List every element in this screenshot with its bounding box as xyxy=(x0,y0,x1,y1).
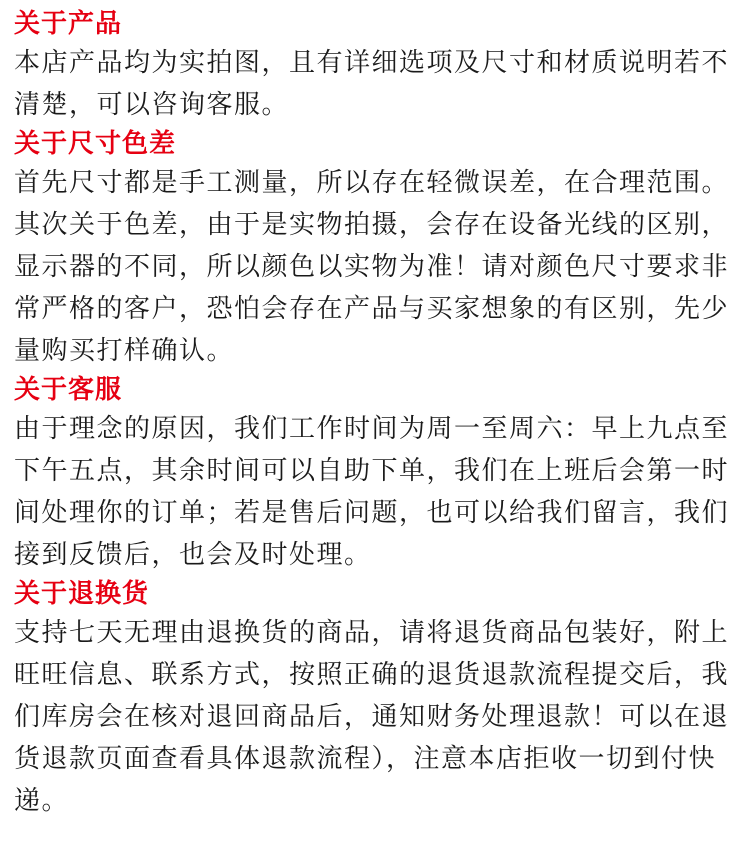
section-returns-exchanges xyxy=(14,576,738,822)
section-heading: 关于客服 xyxy=(14,375,123,405)
section-about-products xyxy=(14,6,738,126)
section-body: 支持七天无理由退换货的商品，请将退货商品包装好，附上旺旺信息、联系方式，按照正确的退货退款流程提交后，我们库房会在核对退回商品后，通知财务处理退款！可以在退货退款页面查看具体退款流程），注意本店拒收一切到付快递。 xyxy=(14,618,730,816)
section-heading: 关于退换货 xyxy=(14,579,150,609)
section-customer-service xyxy=(14,372,738,576)
section-body: 本店产品均为实拍图，且有详细选项及尺寸和材质说明若不清楚，可以咨询客服。 xyxy=(14,48,730,120)
section-heading: 关于尺寸色差 xyxy=(14,129,177,159)
section-body: 由于理念的原因，我们工作时间为周一至周六：早上九点至下午五点，其余时间可以自助下单，我们在上班后会第一时间处理你的订单；若是售后问题，也可以给我们留言，我们接到反馈后，也会及时处理。 xyxy=(14,414,730,570)
section-size-color-difference xyxy=(14,126,738,372)
section-heading: 关于产品 xyxy=(14,9,123,39)
section-body: 首先尺寸都是手工测量，所以存在轻微误差，在合理范围。其次关于色差，由于是实物拍摄，会存在设备光线的区别，显示器的不同，所以颜色以实物为准！请对颜色尺寸要求非常严格的客户，恐怕会存在产品与买家想象的有区别，先少量购买打样确认。 xyxy=(14,168,730,366)
